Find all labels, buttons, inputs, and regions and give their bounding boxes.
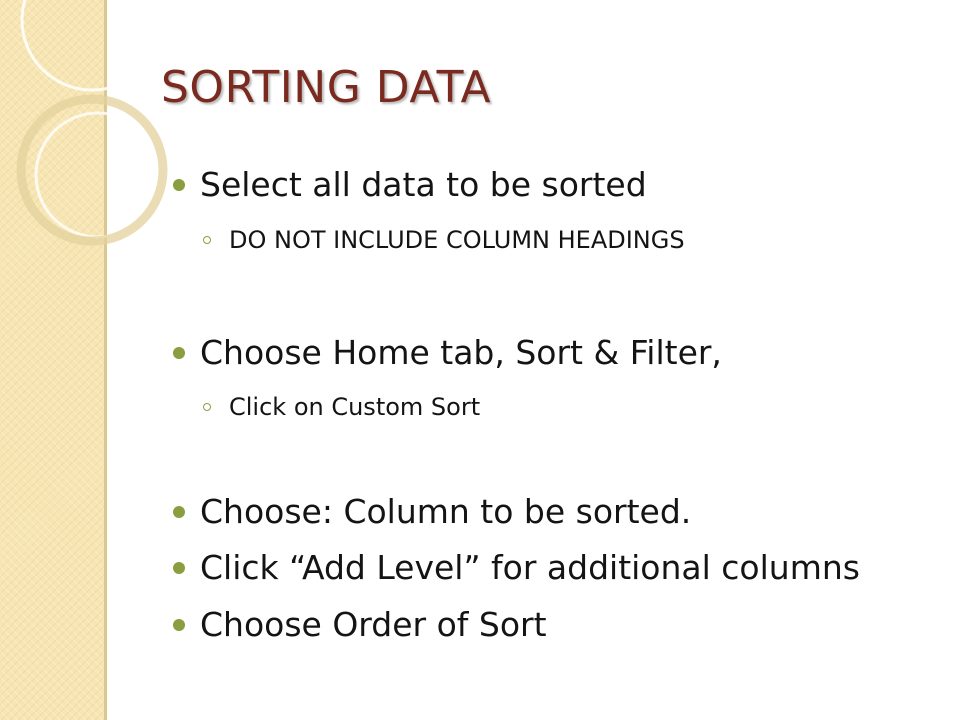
bullet-dot-icon (173, 562, 185, 574)
bullet-text: Choose Home tab, Sort & Filter, (200, 333, 722, 372)
bullet-dot-icon (173, 347, 185, 359)
page-title: SORTING DATA (161, 62, 492, 113)
bullet-dot-icon (173, 506, 185, 518)
bullet-ring-icon (203, 236, 211, 244)
list-item (229, 226, 685, 254)
list-item (200, 165, 647, 204)
bullet-text: Choose: Column to be sorted. (200, 492, 692, 531)
list-item (229, 393, 480, 421)
bullet-text: Choose Order of Sort (200, 605, 547, 644)
list-item (200, 605, 547, 644)
bullet-text: Select all data to be sorted (200, 165, 647, 204)
bullet-text: Click on Custom Sort (229, 393, 481, 421)
list-item (200, 333, 722, 372)
list-item (200, 548, 860, 587)
bullet-dot-icon (173, 179, 185, 191)
list-item (200, 492, 691, 531)
bullet-text: DO NOT INCLUDE COLUMN HEADINGS (229, 226, 685, 254)
bullet-text: Click “Add Level” for additional columns (200, 548, 860, 587)
bullet-dot-icon (173, 619, 185, 631)
bullet-ring-icon (203, 403, 211, 411)
